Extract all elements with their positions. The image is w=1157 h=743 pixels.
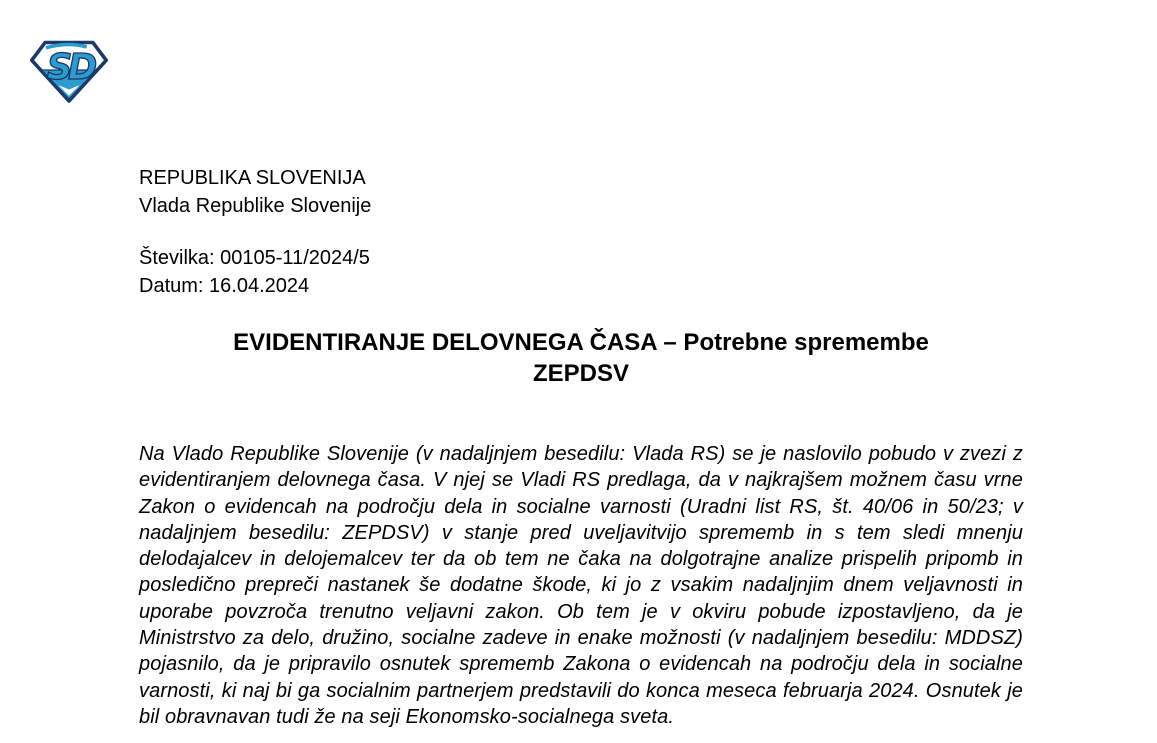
org-name: REPUBLIKA SLOVENIJA [139,167,366,189]
document-date-line [139,272,370,300]
document-title [139,327,1023,389]
sd-diamond-logo-graphic [30,36,108,104]
document-number-line [139,244,370,272]
document-title-line1: EVIDENTIRANJE DELOVNEGA ČASA – Potrebne spremembe [233,329,929,356]
document-meta [139,244,370,300]
document-title-line2: ZEPDSV [532,360,630,387]
document-number-label: Številka: [139,247,215,269]
document-number-value: 00105-11/2024/5 [220,247,370,269]
document-date-label: Datum: [139,275,204,297]
org-subname: Vlada Republike Slovenije [139,195,372,217]
document-date-value: 16.04.2024 [209,275,310,297]
sd-diamond-logo [30,36,108,104]
org-header [139,164,371,220]
body-paragraph: Na Vlado Republike Slovenije (v nadaljnjem besedilu: Vlada RS) se je naslovilo pobudo v zvezi z evidentiranjem delovnega časa. V njej se Vladi RS predlaga, da v najkrajšem možnem času vrne Zakon o evidencah na področju dela in socialne varnosti (Uradni list RS, št. 40/06 in 50/23; v nadaljnjem besedilu: ZEPDSV) v stanje pred uveljavitvijo sprememb in s tem sledi mnenju delodajalcev in delojemalcev ter da ob tem ne čaka na dolgotrajne analize prispelih pripomb in posledično prepreči nastanek še dodatne škode, ki jo z vsakim nadaljnjim dnem veljavnosti in uporabe povzroča trenutno veljavni zakon. Ob tem je v okviru pobude izpostavljeno, da je Ministrstvo za delo, družino, socialne zadeve in enake možnosti (v nadaljnjem besedilu: MDDSZ) pojasnilo, da je pripravilo osnutek sprememb Zakona o evidencah na področju dela in socialne varnosti, ki naj bi ga socialnim partnerjem predstavili do konca meseca februarja 2024. Osnutek je bil obravnavan tudi že na seji Ekonomsko-socialnega sveta. [139,443,1023,728]
logo-monogram: SD [46,46,93,88]
